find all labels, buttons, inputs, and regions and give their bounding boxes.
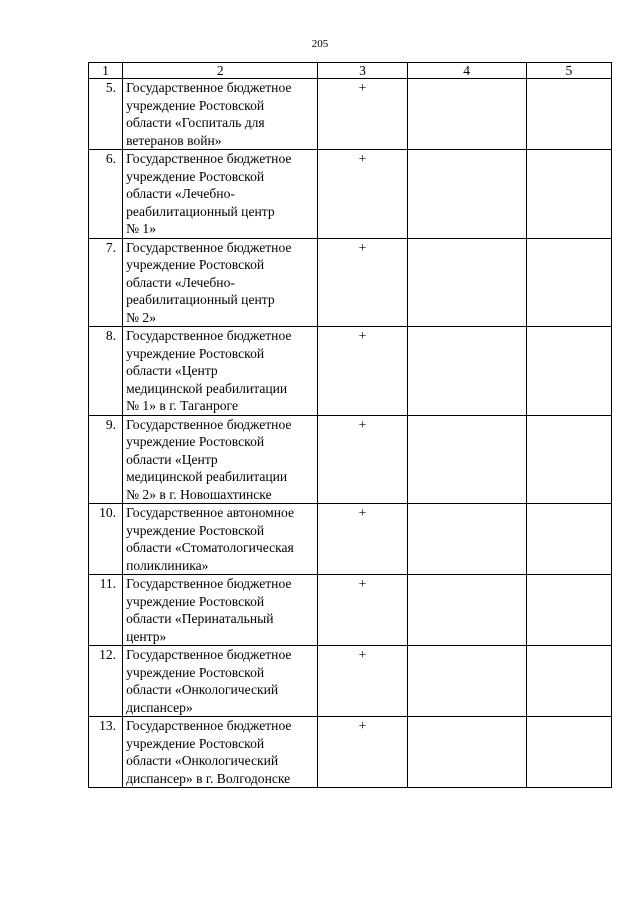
row-number: 7.: [89, 238, 123, 327]
header-cell-1: 1: [89, 63, 123, 79]
institution-name-line: медицинской реабилитации: [126, 469, 288, 484]
institution-name-line: поликлиника»: [126, 557, 209, 573]
institution-name: [123, 504, 318, 575]
institution-name: [123, 717, 318, 788]
cell-column-5: [526, 646, 611, 717]
cell-column-4: [407, 575, 526, 646]
cell-column-3: +: [318, 415, 407, 504]
institution-name-line: № 1» в г. Таганроге: [126, 398, 238, 413]
row-number: 8.: [89, 327, 123, 416]
institution-name-line: № 2» в г. Новошахтинске: [126, 486, 272, 502]
cell-column-3: +: [318, 646, 407, 717]
table-row: [89, 150, 612, 239]
institution-name-line: № 2»: [126, 309, 157, 325]
institution-name-line: учреждение Ростовской: [126, 735, 265, 751]
row-number: 12.: [89, 646, 123, 717]
row-number: 11.: [89, 575, 123, 646]
institutions-table: [88, 62, 612, 788]
institution-name: [123, 646, 318, 717]
institution-name-line: области «Онкологический: [126, 682, 279, 697]
cell-column-3: +: [318, 238, 407, 327]
cell-column-4: [407, 79, 526, 150]
institution-name-line: учреждение Ростовской: [126, 664, 265, 680]
institution-name-line: реабилитационный центр: [126, 292, 275, 307]
cell-column-4: [407, 238, 526, 327]
cell-column-4: [407, 717, 526, 788]
institution-name: [123, 150, 318, 239]
institution-name-line: центр»: [126, 628, 167, 644]
institution-name-line: учреждение Ростовской: [126, 593, 265, 609]
table-row: [89, 238, 612, 327]
institution-name-line: области «Стоматологическая: [126, 540, 294, 555]
cell-column-5: [526, 150, 611, 239]
table-row: [89, 717, 612, 788]
institution-name-line: области «Онкологический: [126, 753, 279, 768]
cell-column-4: [407, 504, 526, 575]
row-number: 6.: [89, 150, 123, 239]
cell-column-5: [526, 575, 611, 646]
row-number: 13.: [89, 717, 123, 788]
table-header-row: [89, 63, 612, 79]
institution-name: [123, 415, 318, 504]
institution-name-line: Государственное бюджетное: [126, 239, 292, 255]
institution-name-line: учреждение Ростовской: [126, 257, 265, 272]
institution-name-line: учреждение Ростовской: [126, 522, 265, 538]
institution-name-line: Государственное бюджетное: [126, 328, 292, 343]
institution-name-line: диспансер»: [126, 699, 193, 715]
institution-name-line: Государственное бюджетное: [126, 718, 292, 733]
cell-column-5: [526, 327, 611, 416]
cell-column-3: +: [318, 327, 407, 416]
cell-column-4: [407, 415, 526, 504]
institution-name-line: ветеранов войн»: [126, 132, 222, 148]
table-row: [89, 415, 612, 504]
cell-column-5: [526, 504, 611, 575]
institution-name-line: области «Лечебно-: [126, 274, 235, 290]
header-cell-2: 2: [123, 63, 318, 79]
institution-name-line: Государственное автономное: [126, 505, 295, 520]
row-number: 10.: [89, 504, 123, 575]
institution-name-line: области «Перинатальный: [126, 611, 274, 626]
header-cell-4: 4: [407, 63, 526, 79]
header-cell-3: 3: [318, 63, 407, 79]
cell-column-4: [407, 150, 526, 239]
cell-column-3: +: [318, 717, 407, 788]
institution-name-line: медицинской реабилитации: [126, 380, 288, 396]
institution-name-line: учреждение Ростовской: [126, 97, 265, 113]
table-row: [89, 327, 612, 416]
institution-name-line: Государственное бюджетное: [126, 647, 292, 662]
institution-name-line: Государственное бюджетное: [126, 80, 292, 95]
cell-column-3: +: [318, 575, 407, 646]
cell-column-3: +: [318, 150, 407, 239]
institution-name-line: области «Госпиталь для: [126, 115, 265, 130]
cell-column-3: +: [318, 79, 407, 150]
table-row: [89, 575, 612, 646]
table-body: [89, 79, 612, 788]
cell-column-3: +: [318, 504, 407, 575]
institution-name-line: учреждение Ростовской: [126, 434, 265, 449]
cell-column-5: [526, 415, 611, 504]
institution-name-line: Государственное бюджетное: [126, 576, 292, 591]
institution-name: [123, 327, 318, 416]
institution-name-line: области «Центр: [126, 451, 218, 467]
cell-column-4: [407, 646, 526, 717]
header-cell-5: 5: [526, 63, 611, 79]
institution-name: [123, 238, 318, 327]
row-number: 5.: [89, 79, 123, 150]
table-row: [89, 79, 612, 150]
institution-name-line: области «Центр: [126, 363, 218, 378]
institution-name-line: диспансер» в г. Волгодонске: [126, 770, 291, 786]
institution-name-line: Государственное бюджетное: [126, 151, 292, 166]
page-number: 205: [311, 38, 329, 50]
cell-column-5: [526, 238, 611, 327]
cell-column-5: [526, 717, 611, 788]
institution-name: [123, 575, 318, 646]
institution-name-line: учреждение Ростовской: [126, 168, 265, 184]
cell-column-4: [407, 327, 526, 416]
cell-column-5: [526, 79, 611, 150]
institution-name-line: реабилитационный центр: [126, 203, 275, 219]
table-row: [89, 646, 612, 717]
institution-name-line: Государственное бюджетное: [126, 416, 292, 432]
row-number: 9.: [89, 415, 123, 504]
table-row: [89, 504, 612, 575]
institution-name-line: учреждение Ростовской: [126, 345, 265, 361]
institution-name-line: области «Лечебно-: [126, 186, 235, 201]
institution-name-line: № 1»: [126, 221, 157, 236]
institution-name: [123, 79, 318, 150]
